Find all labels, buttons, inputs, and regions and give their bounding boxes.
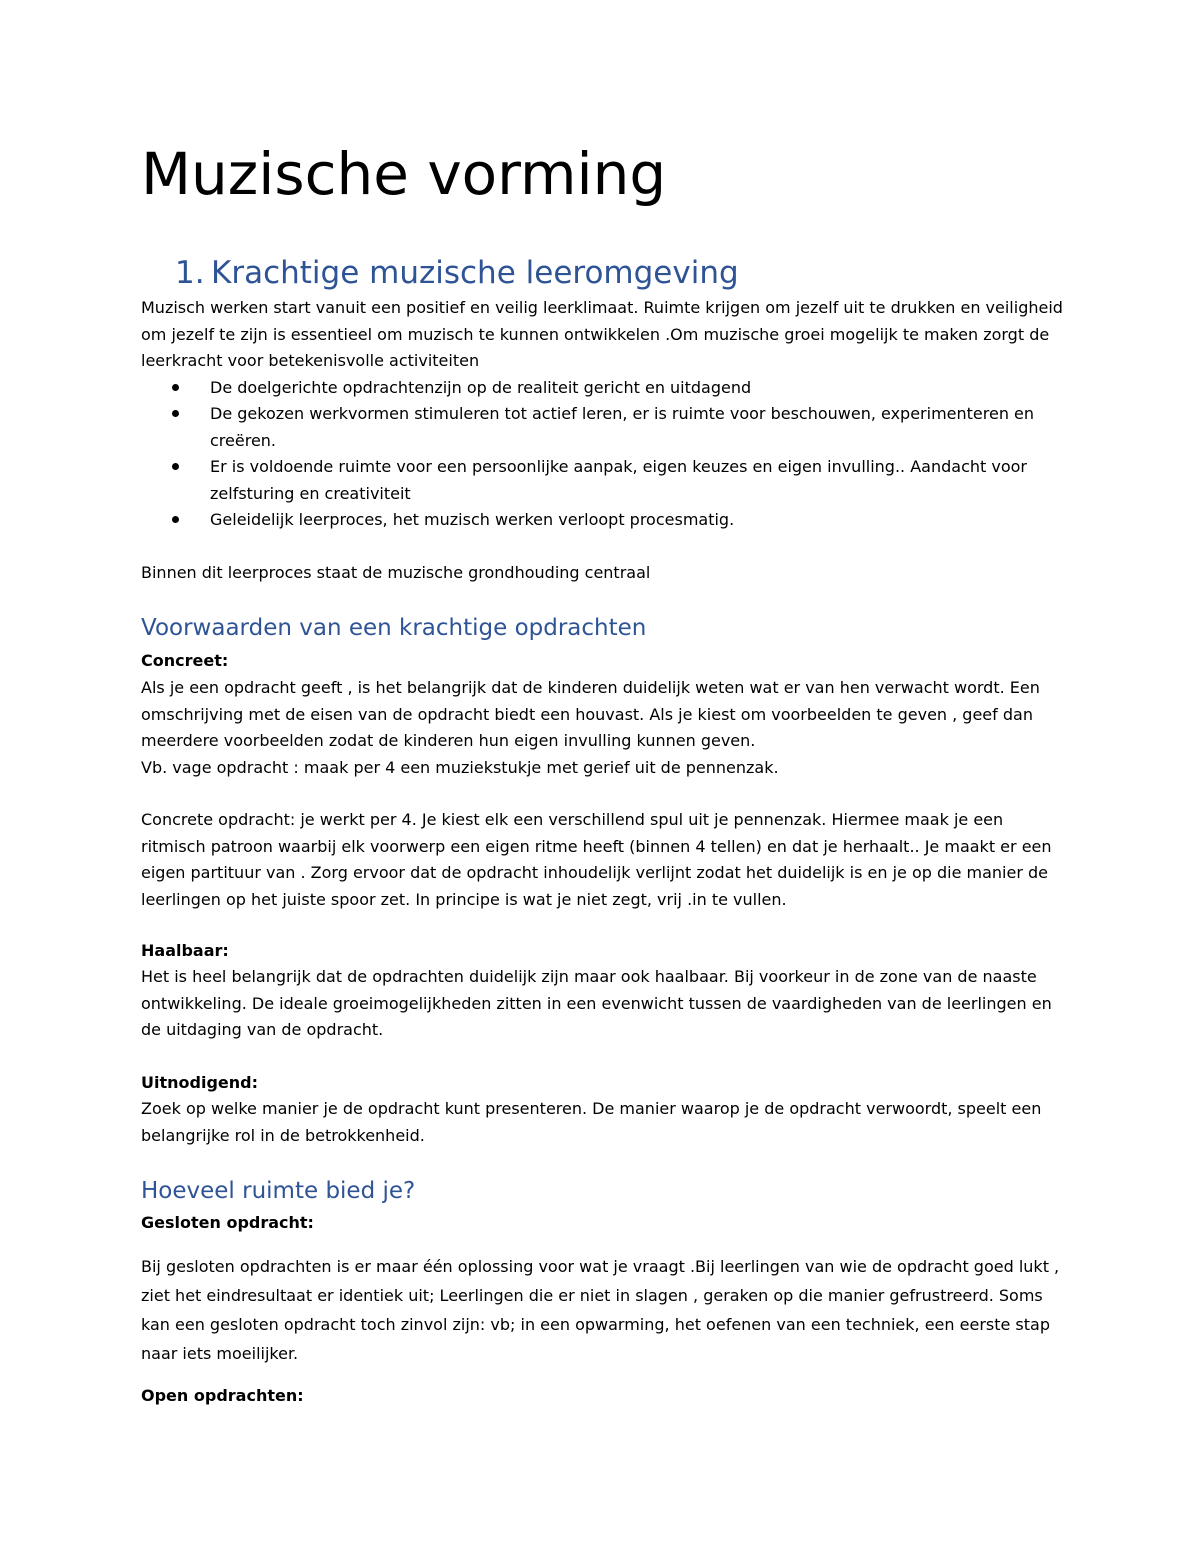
gesloten-label: Gesloten opdracht:: [141, 1213, 314, 1232]
section-1-heading-text: Krachtige muzische leeromgeving: [211, 255, 739, 291]
section-1-closing: Binnen dit leerproces staat de muzische grondhouding centraal: [141, 563, 651, 582]
section-1-number: 1.: [175, 255, 205, 291]
section-3-heading: Hoeveel ruimte bied je?: [141, 1178, 416, 1204]
list-item-text: Geleidelijk leerproces, het muzisch werken verloopt procesmatig.: [210, 510, 735, 529]
list-item: [175, 375, 1065, 402]
bullet-icon: [172, 516, 179, 523]
bullet-icon: [172, 410, 179, 417]
list-item: [175, 454, 1065, 507]
section-1-heading: [175, 252, 739, 294]
section-1-intro: Muzisch werken start vanuit een positief en veilig leerklimaat. Ruimte krijgen om jezelf uit te drukken en veiligheid om jezelf te zijn is essentieel om muzisch te kunnen ontwikkelen .Om muzische groei mogelijk te maken zorgt de leerkracht voor betekenisvolle activiteiten: [141, 298, 1063, 370]
open-label: Open opdrachten:: [141, 1386, 304, 1405]
concrete-opdracht-text: Concrete opdracht: je werkt per 4. Je kiest elk een verschillend spul uit je pennenzak. Hiermee maak je een ritmisch patroon waarbij elk voorwerp een eigen ritme heeft (binnen 4 tellen) en dat je herhaalt.. Je maakt er een eigen partituur van . Zorg ervoor dat de opdracht inhoudelijk verlijnt zodat het duidelijk is en je op die manier de leerlingen op het juiste spoor zet. In principe is wat je niet zegt, vrij .in te vullen.: [141, 810, 1052, 909]
uitnodigend-text: Zoek op welke manier je de opdracht kunt presenteren. De manier waarop je de opdracht verwoordt, speelt een belangrijke rol in de betrokkenheid.: [141, 1099, 1042, 1145]
haalbaar-text: Het is heel belangrijk dat de opdrachten duidelijk zijn maar ook haalbaar. Bij voorkeur in de zone van de naaste ontwikkeling. De ideale groeimogelijkheden zitten in een evenwicht tussen de vaardigheden van de leerlingen en de uitdaging van de opdracht.: [141, 967, 1052, 1039]
uitnodigend-label: Uitnodigend:: [141, 1073, 258, 1092]
bullet-icon: [172, 384, 179, 391]
document-title: Muzische vorming: [141, 140, 667, 208]
list-item-text: Er is voldoende ruimte voor een persoonlijke aanpak, eigen keuzes en eigen invulling.. Aandacht voor zelfsturing en creativiteit: [210, 457, 1027, 503]
list-item-text: De gekozen werkvormen stimuleren tot actief leren, er is ruimte voor beschouwen, experimenteren en creëren.: [210, 404, 1035, 450]
haalbaar-label: Haalbaar:: [141, 941, 229, 960]
section-2-heading: Voorwaarden van een krachtige opdrachten: [141, 615, 647, 641]
gesloten-text: Bij gesloten opdrachten is er maar één oplossing voor wat je vraagt .Bij leerlingen van wie de opdracht goed lukt , ziet het eindresultaat er identiek uit; Leerlingen die er niet in slagen , geraken op die manier gefrustreerd. Soms kan een gesloten opdracht toch zinvol zijn: vb; in een opwarming, het oefenen van een techniek, een eerste stap naar iets moeilijker.: [141, 1257, 1060, 1363]
list-item: [175, 401, 1065, 454]
concreet-text: Als je een opdracht geeft , is het belangrijk dat de kinderen duidelijk weten wat er van hen verwacht wordt. Een omschrijving met de eisen van de opdracht biedt een houvast. Als je kiest om voorbeelden te geven , geef dan meerdere voorbeelden zodat de kinderen hun eigen invulling kunnen geven.: [141, 678, 1040, 750]
bullet-icon: [172, 463, 179, 470]
vage-opdracht-text: Vb. vage opdracht : maak per 4 een muziekstukje met gerief uit de pennenzak.: [141, 758, 779, 777]
concreet-label: Concreet:: [141, 651, 229, 670]
list-item: [175, 507, 1065, 534]
list-item-text: De doelgerichte opdrachtenzijn op de realiteit gericht en uitdagend: [210, 378, 752, 397]
